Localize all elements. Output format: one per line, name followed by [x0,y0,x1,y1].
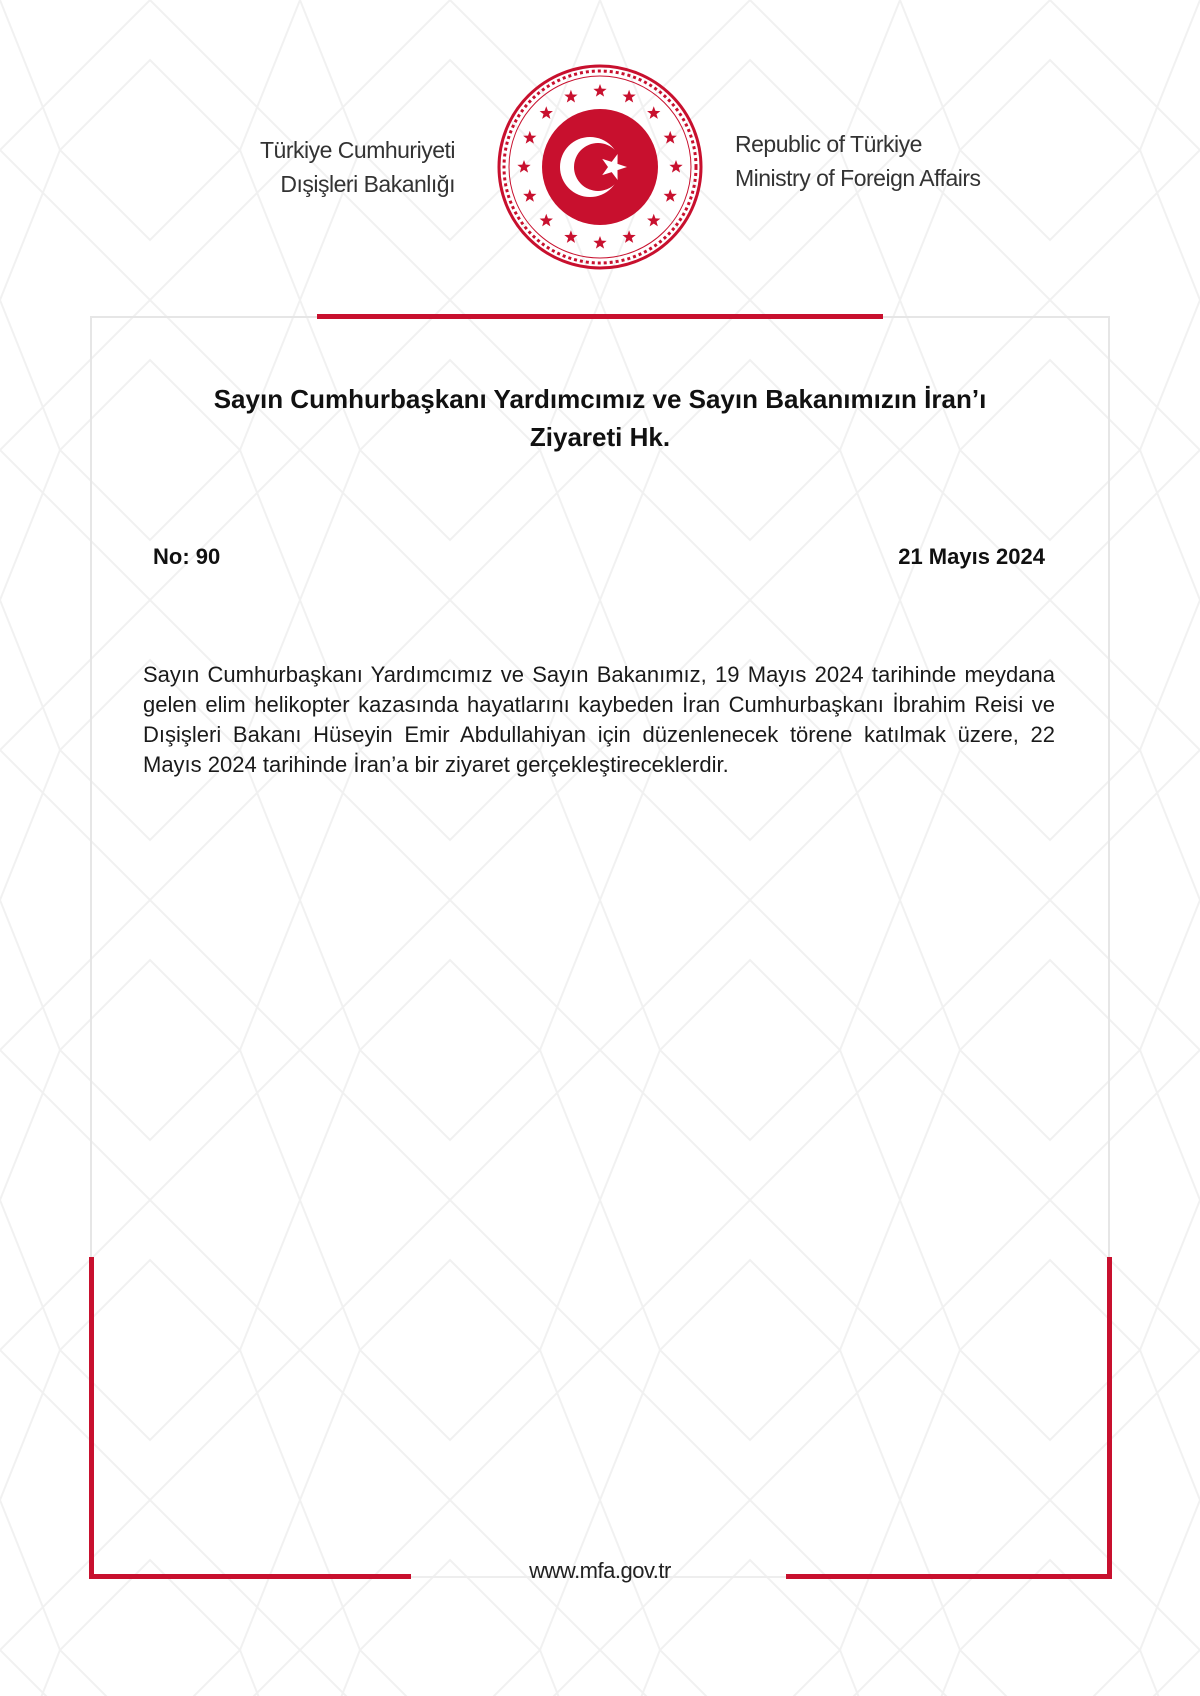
seal-star-icon [647,214,660,227]
seal-star-icon [647,106,660,119]
frame-right-border [1108,316,1110,1261]
frame-left-accent [89,1257,94,1579]
header-left-line1: Türkiye Cumhuriyeti [260,137,455,163]
seal-star-icon [540,214,553,227]
footer-website-link[interactable]: www.mfa.gov.tr [529,1558,671,1583]
seal-star-icon [517,160,530,173]
seal-star-icon [564,90,577,103]
seal-star-icon [540,106,553,119]
seal-star-icon [523,131,536,144]
document-date: 21 Mayıs 2024 [898,544,1045,569]
header-right-line1: Republic of Türkiye [735,131,922,157]
seal-star-icon [664,189,677,202]
document-title [150,380,1050,456]
seal-star-icon [523,189,536,202]
frame-bottom-right-accent [786,1574,1112,1579]
frame-right-accent [1107,1257,1112,1579]
document-title-line1: Sayın Cumhurbaşkanı Yardımcımız ve Sayın Bakanımızın İran’ı [213,384,987,414]
frame-top-accent [317,314,883,319]
header-right [735,127,995,195]
seal-star-icon [622,230,635,243]
document-title-line2: Ziyareti Hk. [529,422,671,452]
header-left [230,133,455,201]
seal-star-icon [669,160,682,173]
ministry-seal-icon [495,62,705,272]
document-number: No: 90 [153,544,221,569]
document-body: Sayın Cumhurbaşkanı Yardımcımız ve Sayın Bakanımız, 19 Mayıs 2024 tarihinde meydana gelen elim helikopter kazasında hayatlarını kaybeden İran Cumhurbaşkanı İbrahim Reisi ve Dışişleri Bakanı Hüseyin Emir Abdullahiyan için düzenlenecek törene katılmak üzere, 22 Mayıs 2024 tarihinde İran’a bir ziyaret gerçekleştireceklerdir. [143,662,1055,777]
seal-star-icon [593,236,606,249]
header-right-line2: Ministry of Foreign Affairs [735,165,981,191]
header-left-line2: Dışişleri Bakanlığı [280,171,455,197]
frame-left-border [90,316,92,1261]
seal-star-icon [622,90,635,103]
seal-star-icon [593,84,606,97]
seal-star-icon [664,131,677,144]
frame-bottom-left-accent [89,1574,411,1579]
seal-star-icon [564,230,577,243]
